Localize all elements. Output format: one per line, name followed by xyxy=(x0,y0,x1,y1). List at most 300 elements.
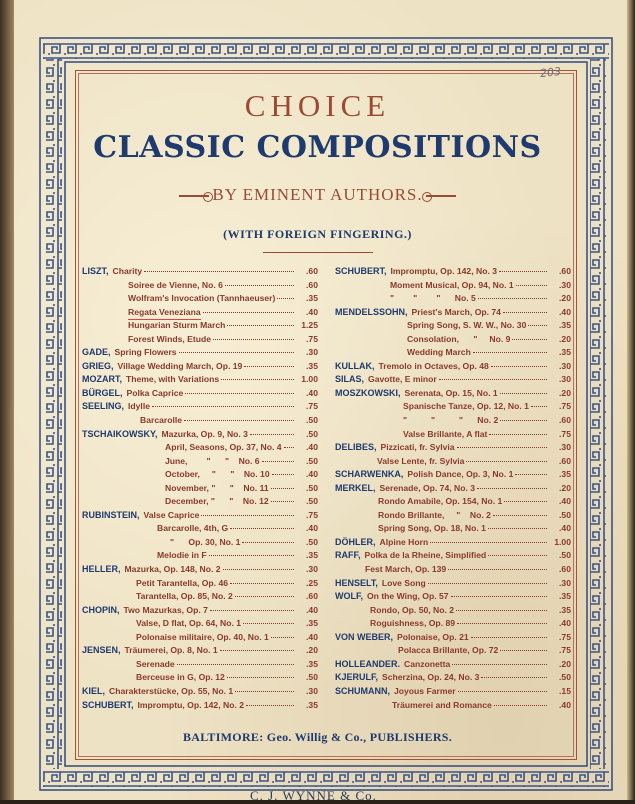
price: .75 xyxy=(559,428,571,439)
composer-name: MERKEL, xyxy=(335,482,376,493)
composition-entry xyxy=(335,400,571,414)
composition-entry xyxy=(335,509,571,523)
composer-name: SILAS, xyxy=(335,374,365,385)
dot-leader xyxy=(271,501,294,502)
price: .50 xyxy=(306,496,318,507)
composition-entry xyxy=(335,265,571,279)
dot-leader xyxy=(451,596,547,597)
composition-entry xyxy=(335,495,571,509)
dot-leader xyxy=(210,610,294,611)
composition-title: Valse Caprice xyxy=(143,509,200,520)
composition-title: Polacca Brillante, Op. 72 xyxy=(398,645,499,656)
price: .50 xyxy=(306,415,318,426)
price: .40 xyxy=(559,618,571,629)
price: .50 xyxy=(306,428,318,439)
composition-title: November, " " No. 11 xyxy=(165,482,269,493)
composition-title: Gavotte, E minor xyxy=(368,374,437,385)
dot-leader xyxy=(439,379,547,380)
composition-title: Polka de la Rheine, Simplified xyxy=(364,550,487,561)
composition-entry xyxy=(82,319,318,333)
composer-name: MOZART, xyxy=(82,374,122,385)
composition-entry xyxy=(82,671,318,685)
composition-title: Barcarolle xyxy=(140,415,183,426)
price: .60 xyxy=(306,279,318,290)
composer-name: SCHUBERT, xyxy=(335,266,387,276)
dot-leader xyxy=(448,569,547,570)
composer-name: KULLAK, xyxy=(335,360,375,371)
price: .15 xyxy=(559,685,571,696)
composition-title: Berceuse in G, Op. 12 xyxy=(136,672,225,683)
composition-entry xyxy=(82,265,318,279)
dot-leader xyxy=(466,461,547,462)
left-composition-list xyxy=(82,265,318,712)
dot-leader xyxy=(284,447,294,448)
composer-name: VON WEBER, xyxy=(335,631,394,642)
composition-title: Spring Song, S. W. W., No. 30 xyxy=(407,320,527,331)
dot-leader xyxy=(457,623,547,624)
dot-leader xyxy=(512,339,547,340)
price: .50 xyxy=(559,672,571,683)
composer-name: LISZT, xyxy=(82,266,109,276)
composition-title: Pizzicati, fr. Sylvia xyxy=(380,442,455,453)
composer-name: CHOPIN, xyxy=(82,604,120,615)
dot-leader xyxy=(242,542,294,543)
dot-leader xyxy=(227,677,294,678)
composition-title: Spring Song, Op. 18, No. 1 xyxy=(378,523,486,534)
composition-title: Spanische Tanze, Op. 12, No. 1 xyxy=(403,401,529,412)
composition-title: October, " " No. 10 xyxy=(165,469,270,480)
composition-title: " " " No. 2 xyxy=(403,415,499,426)
dot-leader xyxy=(223,569,294,570)
composition-entry xyxy=(335,333,571,347)
right-composition-list xyxy=(335,265,571,712)
dot-leader xyxy=(504,501,547,502)
composition-title: April, Seasons, Op. 37, No. 4 xyxy=(165,442,282,453)
price: .20 xyxy=(306,645,318,656)
composition-title: December, " " No. 12 xyxy=(165,496,269,507)
composition-entry xyxy=(82,495,318,509)
dot-leader xyxy=(478,298,547,299)
composition-entry xyxy=(82,577,318,591)
price: .35 xyxy=(559,320,571,331)
divider-rule xyxy=(263,252,373,253)
price: 1.00 xyxy=(301,374,318,385)
composition-entry xyxy=(82,522,318,536)
composition-title: Polonaise militaire, Op. 40, No. 1 xyxy=(136,631,269,642)
price: .35 xyxy=(306,618,318,629)
composer-name: RUBINSTEIN, xyxy=(82,509,140,520)
composition-title: Scherzina, Op. 24, No. 3 xyxy=(382,672,480,683)
composer-name: DÖHLER, xyxy=(335,536,376,547)
dot-leader xyxy=(201,515,294,516)
dot-leader xyxy=(499,271,547,272)
composition-title: Village Wedding March, Op. 19 xyxy=(117,360,243,371)
composition-title: Serenata, Op. 15, No. 1 xyxy=(404,387,498,398)
price: .40 xyxy=(306,469,318,480)
composition-title: Impromptu, Op. 142, No. 2 xyxy=(137,699,244,710)
composition-entry xyxy=(335,428,571,442)
composition-entry xyxy=(335,604,571,618)
composition-entry xyxy=(82,428,318,442)
price: .30 xyxy=(559,442,571,453)
price: .75 xyxy=(306,333,318,344)
dot-leader xyxy=(494,705,547,706)
composition-entry xyxy=(82,482,318,496)
composition-entry xyxy=(335,644,571,658)
dot-leader xyxy=(250,434,294,435)
composition-title: Priest's March, Op. 74 xyxy=(411,306,501,317)
composer-name: TSCHAIKOWSKY, xyxy=(82,428,158,439)
composition-entry xyxy=(335,306,571,320)
dot-leader xyxy=(456,610,547,611)
composition-entry xyxy=(335,671,571,685)
composition-entry xyxy=(82,549,318,563)
composition-title: Rondo, Op. 50, No. 2 xyxy=(370,604,455,615)
dot-leader xyxy=(430,542,547,543)
dot-leader xyxy=(477,488,547,489)
dot-leader xyxy=(152,406,294,407)
composition-title: Alpine Horn xyxy=(379,536,429,547)
price: 1.25 xyxy=(301,320,318,331)
composition-title: Polka Caprice xyxy=(126,387,184,398)
composer-name: HELLER, xyxy=(82,564,121,575)
composition-title: Love Song xyxy=(381,577,426,588)
dot-leader xyxy=(488,528,547,529)
dot-leader xyxy=(277,298,294,299)
composition-title: Polish Dance, Op. 3, No. 1 xyxy=(407,469,514,480)
dot-leader xyxy=(493,515,547,516)
price: .60 xyxy=(306,591,318,602)
price: .75 xyxy=(306,401,318,412)
composer-name: SCHARWENKA, xyxy=(335,469,404,480)
composition-entry xyxy=(335,441,571,455)
composition-entry xyxy=(82,455,318,469)
price: .50 xyxy=(559,550,571,561)
dot-leader xyxy=(491,366,547,367)
price: .40 xyxy=(306,387,318,398)
composition-title: Moment Musical, Op. 94, No. 1 xyxy=(390,279,514,290)
composition-title: Charity xyxy=(112,266,143,276)
dot-leader xyxy=(220,650,294,651)
dot-leader xyxy=(227,325,294,326)
composition-entry xyxy=(82,306,318,320)
composition-title: Träumerei, Op. 8, No. 1 xyxy=(124,645,218,656)
dot-leader xyxy=(500,393,547,394)
dot-leader xyxy=(489,434,547,435)
dot-leader xyxy=(452,664,547,665)
price: .40 xyxy=(306,442,318,453)
composer-name: RAFF, xyxy=(335,550,361,561)
subtitle xyxy=(0,185,635,205)
price: .75 xyxy=(306,509,318,520)
composition-entry xyxy=(82,685,318,699)
price: .30 xyxy=(559,279,571,290)
price: .50 xyxy=(306,672,318,683)
price: .20 xyxy=(559,658,571,669)
composition-title: " " " No. 5 xyxy=(390,293,476,304)
price: .50 xyxy=(559,509,571,520)
composition-title: Valse Brillante, A flat xyxy=(403,428,488,439)
fingering-note: (WITH FOREIGN FINGERING.) xyxy=(223,227,412,241)
composition-title: Charakterstücke, Op. 55, No. 1 xyxy=(109,685,234,696)
composition-title: Roguishness, Op. 89 xyxy=(370,618,456,629)
composition-entry xyxy=(82,644,318,658)
composition-entry xyxy=(82,617,318,631)
composition-title: Valse Lente, fr. Sylvia xyxy=(377,455,465,466)
right-flourish-ornament xyxy=(426,195,456,197)
composition-entry xyxy=(82,590,318,604)
composer-name: KJERULF, xyxy=(335,672,379,683)
composition-entry xyxy=(82,631,318,645)
dot-leader xyxy=(481,677,547,678)
price: .60 xyxy=(559,266,571,276)
composer-name: MOSZKOWSKI, xyxy=(335,387,401,398)
composition-entry xyxy=(82,509,318,523)
price: .35 xyxy=(306,293,318,304)
composition-entry xyxy=(82,346,318,360)
dot-leader xyxy=(177,664,294,665)
price: .75 xyxy=(559,631,571,642)
price: .35 xyxy=(306,699,318,710)
composer-name: MENDELSSOHN, xyxy=(335,306,408,317)
dot-leader xyxy=(203,312,294,313)
price: .35 xyxy=(306,550,318,561)
composition-entry xyxy=(335,414,571,428)
composition-title: Petit Tarantella, Op. 46 xyxy=(136,577,229,588)
dot-leader xyxy=(516,285,547,286)
pencil-catalog-number: 203 xyxy=(539,64,562,81)
composition-title: Idylle xyxy=(128,401,150,412)
composition-title: Canzonetta xyxy=(404,658,451,669)
dot-leader xyxy=(500,650,547,651)
composition-title: Tremolo in Octaves, Op. 48 xyxy=(378,360,489,371)
price: 1.00 xyxy=(554,536,571,547)
composition-entry xyxy=(335,685,571,699)
composer-name: HOLLEANDER. xyxy=(335,658,400,669)
composition-entry xyxy=(335,360,571,374)
dot-leader xyxy=(531,406,547,407)
composition-entry xyxy=(335,699,571,713)
composer-name: BÜRGEL, xyxy=(82,387,123,398)
price: .40 xyxy=(559,523,571,534)
composition-entry xyxy=(82,604,318,618)
composition-title: Serenade, Op. 74, No. 3 xyxy=(379,482,476,493)
composition-title: Träumerei and Romance xyxy=(392,699,492,710)
composer-name: JENSEN, xyxy=(82,645,121,656)
composition-entry xyxy=(82,360,318,374)
price: .20 xyxy=(559,482,571,493)
composition-title: Mazurka, Op. 148, No. 2 xyxy=(124,564,221,575)
price: .35 xyxy=(559,347,571,358)
composer-name: WOLF, xyxy=(335,591,363,602)
price: .30 xyxy=(559,360,571,371)
composition-title: Spring Flowers xyxy=(114,347,177,358)
composition-entry xyxy=(82,414,318,428)
composition-entry xyxy=(82,468,318,482)
price: .50 xyxy=(306,482,318,493)
composition-title: Polonaise, Op. 21 xyxy=(397,631,469,642)
dot-leader xyxy=(515,474,547,475)
dot-leader xyxy=(243,623,294,624)
title-classic-compositions: CLASSIC COMPOSITIONS xyxy=(93,130,542,165)
composition-entry xyxy=(335,292,571,306)
composition-entry xyxy=(335,631,571,645)
composition-entry xyxy=(335,279,571,293)
composition-entry xyxy=(335,482,571,496)
left-flourish-ornament xyxy=(179,195,209,197)
price: .25 xyxy=(306,577,318,588)
composition-entry xyxy=(335,617,571,631)
price: .40 xyxy=(306,306,318,317)
composition-title: " Op. 30, No. 1 xyxy=(170,536,241,547)
dot-leader xyxy=(458,691,547,692)
price: .60 xyxy=(559,455,571,466)
dot-leader xyxy=(271,488,294,489)
composition-entry xyxy=(82,400,318,414)
publisher-line: BALTIMORE: Geo. Willig & Co., PUBLISHERS. xyxy=(182,730,453,744)
price: .30 xyxy=(306,347,318,358)
printer-credit: C. J. WYNNE & Co. xyxy=(250,788,377,803)
price: .75 xyxy=(559,401,571,412)
price: .60 xyxy=(306,266,318,276)
composition-entry xyxy=(82,279,318,293)
dot-leader xyxy=(528,325,547,326)
composition-title: Rondo Brillante, " No. 2 xyxy=(378,509,491,520)
composition-title: Melodie in F xyxy=(157,550,207,561)
composer-name: SCHUMANN, xyxy=(335,685,390,696)
composer-name: SEELING, xyxy=(82,401,125,412)
composition-entry xyxy=(335,577,571,591)
title-choice: CHOICE xyxy=(244,88,391,123)
price: .40 xyxy=(559,496,571,507)
price: .40 xyxy=(306,523,318,534)
dot-leader xyxy=(271,637,294,638)
price: .40 xyxy=(559,699,571,710)
composition-title: Theme, with Variations xyxy=(126,374,220,385)
dot-leader xyxy=(185,393,294,394)
price: .20 xyxy=(559,293,571,304)
price: .50 xyxy=(306,536,318,547)
dot-leader xyxy=(262,461,294,462)
price: .30 xyxy=(559,577,571,588)
price: .50 xyxy=(306,455,318,466)
composition-entry xyxy=(335,536,571,550)
composition-title: Valse, D flat, Op. 64, No. 1 xyxy=(136,618,242,629)
composition-entry xyxy=(335,563,571,577)
dot-leader xyxy=(209,555,294,556)
price: .75 xyxy=(559,645,571,656)
composition-entry xyxy=(82,441,318,455)
dot-leader xyxy=(503,312,547,313)
composer-name: GADE, xyxy=(82,347,111,358)
dot-leader xyxy=(225,285,294,286)
composition-title: Joyous Farmer xyxy=(394,685,456,696)
price: .40 xyxy=(306,631,318,642)
price: .35 xyxy=(559,469,571,480)
price: .40 xyxy=(559,306,571,317)
composition-entry xyxy=(335,373,571,387)
dot-leader xyxy=(221,379,294,380)
composer-name: SCHUBERT, xyxy=(82,699,134,710)
dot-leader xyxy=(246,705,294,706)
composition-entry xyxy=(335,346,571,360)
dot-leader xyxy=(488,555,547,556)
dot-leader xyxy=(500,420,547,421)
composition-title: June, " " No. 6 xyxy=(165,455,260,466)
composition-entry xyxy=(335,590,571,604)
composition-title: Regata Veneziana xyxy=(128,306,201,321)
composer-name: HENSELT, xyxy=(335,577,378,588)
composition-title: Mazurka, Op. 9, No. 3 xyxy=(161,428,248,439)
composition-entry xyxy=(335,455,571,469)
price: .30 xyxy=(559,374,571,385)
price: .40 xyxy=(306,604,318,615)
dot-leader xyxy=(473,352,547,353)
dot-leader xyxy=(230,528,294,529)
composition-entry xyxy=(82,387,318,401)
composition-title: Wolfram's Invocation (Tannhaeuser) xyxy=(128,293,276,304)
dot-leader xyxy=(272,474,294,475)
dot-leader xyxy=(471,637,547,638)
dot-leader xyxy=(428,583,547,584)
composition-title: Serenade xyxy=(136,658,175,669)
price: .30 xyxy=(306,564,318,575)
composer-name: DELIBES, xyxy=(335,442,377,453)
price: .35 xyxy=(559,604,571,615)
composition-entry xyxy=(335,387,571,401)
composition-title: Forest Winds, Etude xyxy=(128,333,212,344)
dot-leader xyxy=(235,691,294,692)
composition-entry xyxy=(335,468,571,482)
composition-entry xyxy=(335,522,571,536)
composer-name: GRIEG, xyxy=(82,360,114,371)
subtitle-text: BY EMINENT AUTHORS. xyxy=(212,185,423,204)
price: .60 xyxy=(559,564,571,575)
composition-title: Tarantella, Op. 85, No. 2 xyxy=(136,591,233,602)
price: .20 xyxy=(559,333,571,344)
composition-entry xyxy=(82,563,318,577)
composition-title: Soiree de Vienne, No. 6 xyxy=(128,279,223,290)
composition-entry xyxy=(82,699,318,713)
composition-title: Barcarolle, 4th, G xyxy=(157,523,229,534)
composition-entry xyxy=(82,658,318,672)
dot-leader xyxy=(244,366,294,367)
price: .35 xyxy=(306,360,318,371)
dot-leader xyxy=(230,583,294,584)
dot-leader xyxy=(144,271,294,272)
composition-title: Hungarian Sturm March xyxy=(128,320,226,331)
composition-title: Impromptu, Op. 142, No. 3 xyxy=(390,266,497,276)
dot-leader xyxy=(213,339,294,340)
dot-leader xyxy=(235,596,294,597)
dot-leader xyxy=(457,447,547,448)
composition-title: Two Mazurkas, Op. 7 xyxy=(123,604,208,615)
dot-leader xyxy=(184,420,294,421)
composition-title: On the Wing, Op. 57 xyxy=(367,591,449,602)
composer-name: KIEL, xyxy=(82,685,106,696)
composition-entry xyxy=(82,536,318,550)
composition-entry xyxy=(82,333,318,347)
price: .30 xyxy=(306,685,318,696)
composition-entry xyxy=(335,319,571,333)
composition-title: Rondo Amabile, Op. 154, No. 1 xyxy=(378,496,503,507)
price: .20 xyxy=(559,387,571,398)
price: .35 xyxy=(559,591,571,602)
composition-entry xyxy=(82,292,318,306)
composition-title: Consolation, " No. 9 xyxy=(407,333,511,344)
composition-entry xyxy=(82,373,318,387)
composition-entry xyxy=(335,658,571,672)
